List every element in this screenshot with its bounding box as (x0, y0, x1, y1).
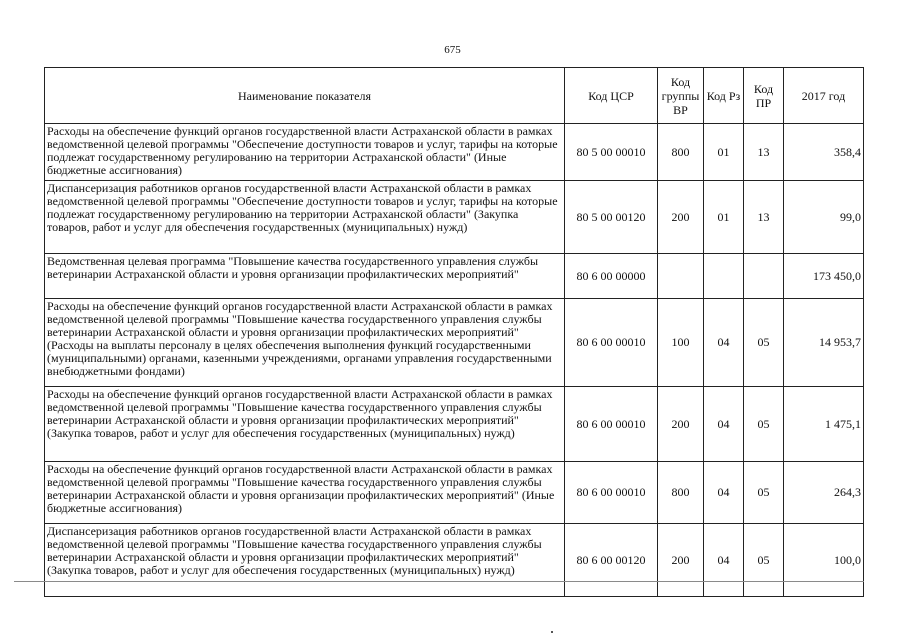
row-amount: 99,0 (784, 181, 864, 254)
row-csr: 80 6 00 00010 (565, 387, 658, 462)
row-name: Расходы на обеспечение функций органов государственной власти Астраханской области в рамках ведомственной целевой программы "Повышение качества государственного управления службы ветеринарии Астраханской области и уровня организации профилактических мероприятий" (Расходы на выплаты персоналу в целях обеспечения выполнения функций государственными (муниципальными) органами, казенными учреждениями, органами управления государственными внебюджетными фондами) (45, 299, 565, 387)
row-csr: 80 6 00 00000 (565, 254, 658, 299)
row-name: Расходы на обеспечение функций органов государственной власти Астраханской области в рамках ведомственной целевой программы "Повышение качества государственного управления службы ветеринарии Астраханской области и уровня организации профилактических мероприятий" (Иные бюджетные ассигнования) (45, 462, 565, 524)
row-vr (658, 254, 704, 299)
page-number: 675 (444, 44, 461, 56)
table-header-row (45, 68, 864, 124)
row-vr: 200 (658, 524, 704, 597)
scan-line (14, 581, 864, 582)
row-vr: 100 (658, 299, 704, 387)
budget-table (44, 67, 864, 597)
row-rz: 04 (704, 462, 744, 524)
row-name: Ведомственная целевая программа "Повышение качества государственного управления службы ветеринарии Астраханской области и уровня организации профилактических мероприятий" (45, 254, 565, 299)
header-name: Наименование показателя (45, 68, 565, 124)
header-vr: Код группы ВР (658, 68, 704, 124)
row-pr: 13 (744, 124, 784, 181)
row-rz: 04 (704, 524, 744, 597)
table-row (45, 181, 864, 254)
header-rz: Код Рз (704, 68, 744, 124)
header-year: 2017 год (784, 68, 864, 124)
row-vr: 800 (658, 124, 704, 181)
row-csr: 80 6 00 00010 (565, 462, 658, 524)
row-amount: 358,4 (784, 124, 864, 181)
row-rz: 04 (704, 299, 744, 387)
row-vr: 800 (658, 462, 704, 524)
row-vr: 200 (658, 181, 704, 254)
row-rz: 01 (704, 181, 744, 254)
row-name: Диспансеризация работников органов государственной власти Астраханской области в рамках ведомственной целевой программы "Обеспечение доступности товаров и услуг, тарифы на которые подлежат государственному регулированию на территории Астраханской области" (Закупка товаров, работ и услуг для обеспечения государственных (муниципальных) нужд) (45, 181, 565, 254)
header-pr: Код ПР (744, 68, 784, 124)
row-amount: 264,3 (784, 462, 864, 524)
row-pr: 05 (744, 299, 784, 387)
row-name: Расходы на обеспечение функций органов государственной власти Астраханской области в рамках ведомственной целевой программы "Повышение качества государственного управления службы ветеринарии Астраханской области и уровня организации профилактических мероприятий" (Закупка товаров, работ и услуг для обеспечения государственных (муниципальных) нужд) (45, 387, 565, 462)
table-row (45, 299, 864, 387)
row-rz: 04 (704, 387, 744, 462)
table-row (45, 462, 864, 524)
row-amount: 100,0 (784, 524, 864, 597)
row-name: Расходы на обеспечение функций органов государственной власти Астраханской области в рамках ведомственной целевой программы "Обеспечение доступности товаров и услуг, тарифы на которые подлежат государственному регулированию на территории Астраханской области" (Иные бюджетные ассигнования) (45, 124, 565, 181)
table-row (45, 254, 864, 299)
header-csr: Код ЦСР (565, 68, 658, 124)
row-name: Диспансеризация работников органов государственной власти Астраханской области в рамках ведомственной целевой программы "Повышение качества государственного управления службы ветеринарии Астраханской области и уровня организации профилактических мероприятий" (Закупка товаров, работ и услуг для обеспечения государственных (муниципальных) нужд) (45, 524, 565, 597)
row-amount: 14 953,7 (784, 299, 864, 387)
row-csr: 80 5 00 00120 (565, 181, 658, 254)
row-pr: 05 (744, 462, 784, 524)
row-csr: 80 6 00 00010 (565, 299, 658, 387)
row-csr: 80 5 00 00010 (565, 124, 658, 181)
row-vr: 200 (658, 387, 704, 462)
row-amount: 173 450,0 (784, 254, 864, 299)
row-pr: 05 (744, 387, 784, 462)
row-pr: 13 (744, 181, 784, 254)
scan-dot (551, 631, 553, 633)
table-row (45, 124, 864, 181)
row-rz: 01 (704, 124, 744, 181)
row-pr: 05 (744, 524, 784, 597)
row-amount: 1 475,1 (784, 387, 864, 462)
row-pr (744, 254, 784, 299)
row-csr: 80 6 00 00120 (565, 524, 658, 597)
table-row (45, 524, 864, 597)
table-row (45, 387, 864, 462)
row-rz (704, 254, 744, 299)
